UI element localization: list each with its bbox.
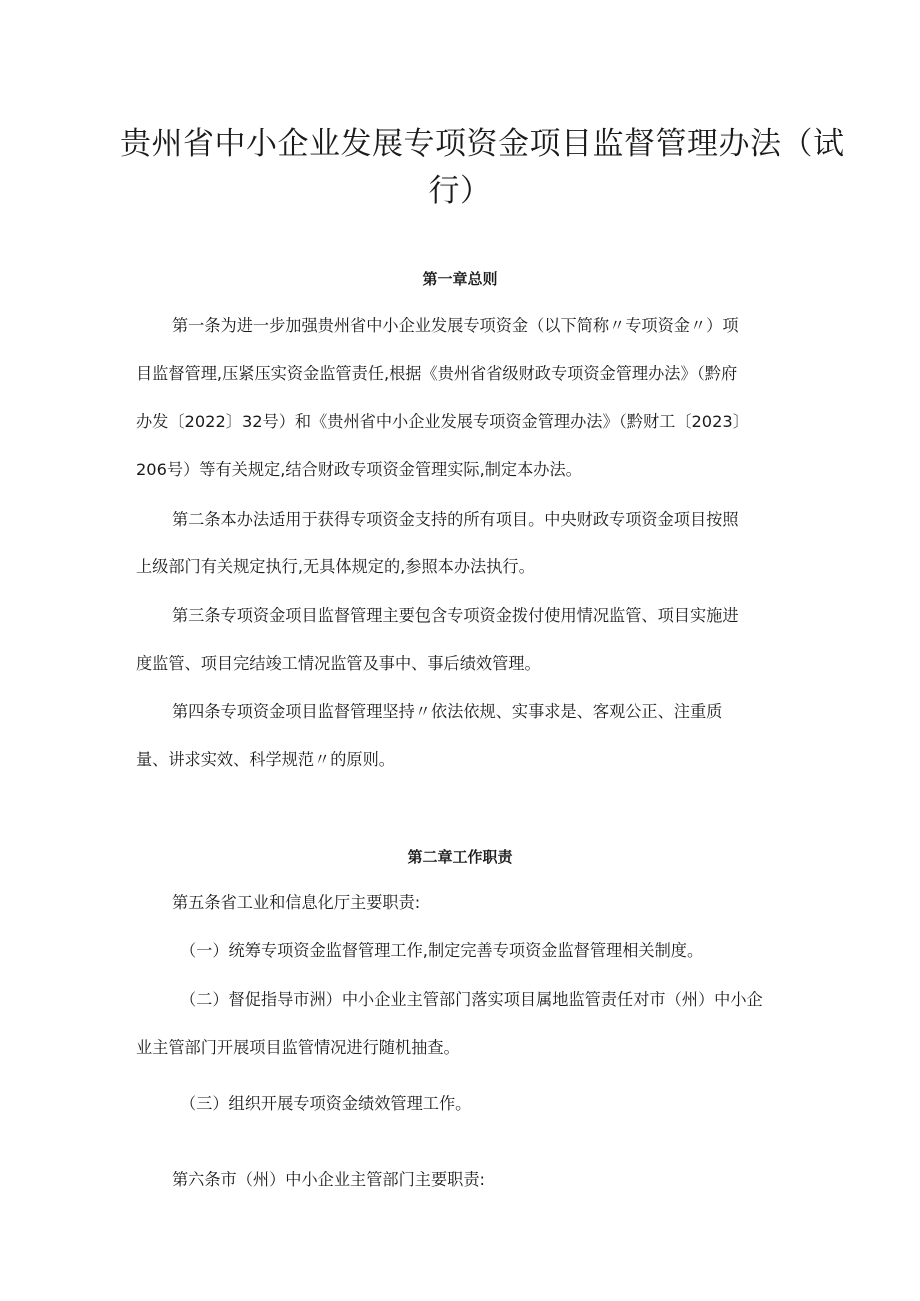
- article-5-item-2-line-2: 业主管部门开展项目监管情况进行随机抽查。: [136, 1038, 460, 1057]
- article-5: 第五条省工业和信息化厅主要职责:: [172, 893, 421, 912]
- article-1-line-3: 办发〔2022〕32号）和《贵州省中小企业发展专项资金管理办法》（黔财工〔2023〕: [136, 412, 749, 431]
- article-5-item-2-line-1: （二）督促指导市洲）中小企业主管部门落实项目属地监管责任对市（州）中小企: [180, 990, 763, 1009]
- chapter-1-heading: 第一章总则: [422, 270, 498, 288]
- article-2-line-2: 上级部门有关规定执行,无具体规定的,参照本办法执行。: [136, 557, 535, 576]
- document-title-line-1: 贵州省中小企业发展专项资金项目监督管理办法（试: [120, 126, 845, 162]
- article-6: 第六条市（州）中小企业主管部门主要职责:: [172, 1170, 486, 1189]
- article-1-line-1: 第一条为进一步加强贵州省中小企业发展专项资金（以下简称〃专项资金〃）项: [172, 316, 739, 335]
- article-2-line-1: 第二条本办法适用于获得专项资金支持的所有项目。中央财政专项资金项目按照: [172, 510, 739, 529]
- chapter-2-heading: 第二章工作职责: [407, 848, 513, 866]
- article-4-line-1: 第四条专项资金项目监督管理坚持〃依法依规、实事求是、客观公正、注重质: [172, 702, 723, 721]
- document-title-line-2: 行）: [428, 173, 492, 209]
- article-5-item-3: （三）组织开展专项资金绩效管理工作。: [180, 1094, 472, 1113]
- article-5-item-1: （一）统筹专项资金监督管理工作,制定完善专项资金监督管理相关制度。: [180, 941, 704, 960]
- article-4-line-2: 量、讲求实效、科学规范〃的原则。: [136, 750, 395, 769]
- article-1-line-2: 目监督管理,压紧压实资金监管责任,根据《贵州省省级财政专项资金管理办法》（黔府: [136, 364, 738, 383]
- article-3-line-2: 度监管、项目完结竣工情况监管及事中、事后绩效管理。: [136, 654, 541, 673]
- article-1-line-4: 206号）等有关规定,结合财政专项资金管理实际,制定本办法。: [136, 460, 582, 479]
- article-3-line-1: 第三条专项资金项目监督管理主要包含专项资金拨付使用情况监管、项目实施进: [172, 606, 739, 625]
